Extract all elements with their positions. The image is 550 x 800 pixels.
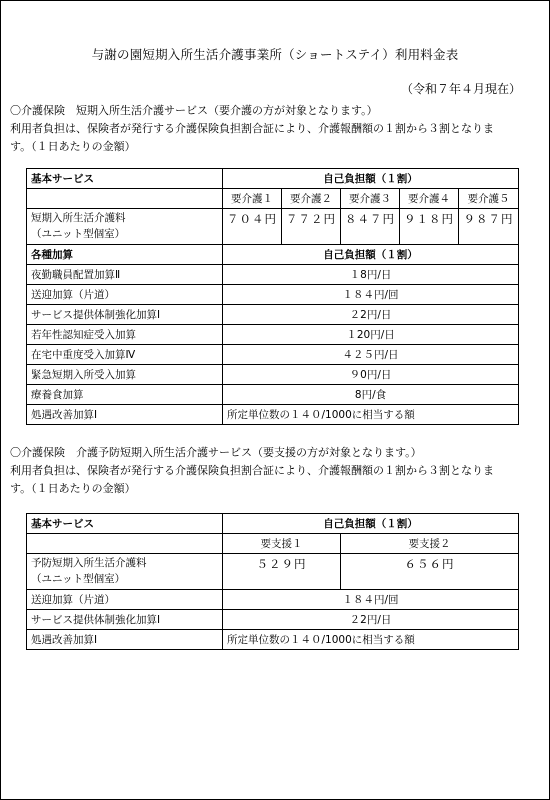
table-row xyxy=(27,345,519,365)
addon-name: 緊急短期入所受入加算 xyxy=(27,365,223,385)
price-level-3: ８４７円 xyxy=(341,209,400,245)
self-pay-header: 自己負担額（１割） xyxy=(223,514,519,534)
table-row xyxy=(27,365,519,385)
service-name xyxy=(27,209,223,245)
blank-cell xyxy=(27,534,223,554)
addon-self-pay-header: 自己負担額（１割） xyxy=(223,245,519,265)
care-level-row xyxy=(27,189,519,209)
addon-name: 夜勤職員配置加算Ⅱ xyxy=(27,265,223,285)
addon-value: １８４円/回 xyxy=(223,590,519,610)
section2-desc-line2: す。（１日あたりの金額） xyxy=(10,482,136,495)
support-level-1: 要支援１ xyxy=(223,534,341,554)
base-service-header: 基本サービス xyxy=(27,514,223,534)
section1-heading: 〇介護保険 短期入所生活介護サービス（要介護の方が対象となります。） xyxy=(10,104,378,117)
addon-value: 8円/食 xyxy=(223,385,519,405)
service-name-line2: （ユニット型個室） xyxy=(31,573,126,585)
addon-header-row xyxy=(27,245,519,265)
addon-value: １８４円/回 xyxy=(223,285,519,305)
service-name xyxy=(27,554,223,590)
page-title: 与謝の園短期入所生活介護事業所（ショートステイ）利用料金表 xyxy=(91,47,459,62)
addon-name: 送迎加算（片道） xyxy=(27,285,223,305)
service-price-row xyxy=(27,209,519,245)
addon-value: ９0円/日 xyxy=(223,365,519,385)
improvement-value: 所定単位数の１４０/1000に相当する額 xyxy=(223,630,519,650)
price-level-1: ７０４円 xyxy=(223,209,282,245)
service-name-line1: 短期入所生活介護料 xyxy=(31,212,126,224)
improvement-name: 処遇改善加算Ⅰ xyxy=(27,630,223,650)
addon-value: ２2円/日 xyxy=(223,610,519,630)
addon-value: １20円/日 xyxy=(223,325,519,345)
section1-intro xyxy=(10,102,538,156)
care-level-1: 要介護１ xyxy=(223,189,282,209)
table-row xyxy=(27,305,519,325)
addon-name: 若年性認知症受入加算 xyxy=(27,325,223,345)
price-support-1: ５２９円 xyxy=(223,554,341,590)
table-row xyxy=(27,325,519,345)
section1-desc-line1: 利用者負担は、保険者が発行する介護保険負担割合証により、介護報酬額の１割から３割となりま xyxy=(10,122,494,135)
section1-desc-line2: す。（１日あたりの金額） xyxy=(10,140,136,153)
care-level-4: 要介護４ xyxy=(400,189,459,209)
support-level-row xyxy=(27,534,519,554)
care-fee-table xyxy=(26,168,519,425)
table-row xyxy=(27,590,519,610)
addon-value: １8円/日 xyxy=(223,265,519,285)
table-row xyxy=(27,610,519,630)
service-name-line2: （ユニット型個室） xyxy=(31,228,126,240)
price-support-2: ６５６円 xyxy=(341,554,519,590)
improvement-name: 処遇改善加算Ⅰ xyxy=(27,405,223,425)
addon-name: 療養食加算 xyxy=(27,385,223,405)
addon-name: サービス提供体制強化加算Ⅰ xyxy=(27,610,223,630)
support-level-2: 要支援２ xyxy=(341,534,519,554)
service-price-row xyxy=(27,554,519,590)
care-level-5: 要介護５ xyxy=(459,189,519,209)
table-row xyxy=(27,385,519,405)
blank-cell xyxy=(27,189,223,209)
improvement-value: 所定単位数の１４０/1000に相当する額 xyxy=(223,405,519,425)
effective-date: （令和７年４月現在） xyxy=(400,82,521,96)
addon-value: ２2円/日 xyxy=(223,305,519,325)
addon-name: サービス提供体制強化加算Ⅰ xyxy=(27,305,223,325)
addon-name: 在宅中重度受入加算Ⅳ xyxy=(27,345,223,365)
section2-desc-line1: 利用者負担は、保険者が発行する介護保険負担割合証により、介護報酬額の１割から３割となりま xyxy=(10,464,494,477)
base-service-header: 基本サービス xyxy=(27,169,223,189)
section2-intro xyxy=(10,444,538,498)
addon-name: 送迎加算（片道） xyxy=(27,590,223,610)
price-level-2: ７７２円 xyxy=(282,209,341,245)
table-row xyxy=(27,265,519,285)
section2-heading: 〇介護保険 介護予防短期入所生活介護サービス（要支援の方が対象となります。） xyxy=(10,446,422,459)
price-level-4: ９１８円 xyxy=(400,209,459,245)
self-pay-header: 自己負担額（１割） xyxy=(223,169,519,189)
addon-header: 各種加算 xyxy=(27,245,223,265)
table-row xyxy=(27,285,519,305)
improvement-row xyxy=(27,630,519,650)
care-level-3: 要介護３ xyxy=(341,189,400,209)
care-level-2: 要介護２ xyxy=(282,189,341,209)
addon-value: ４２５円/日 xyxy=(223,345,519,365)
table-header-row xyxy=(27,169,519,189)
prevention-fee-table xyxy=(26,513,519,650)
improvement-row xyxy=(27,405,519,425)
price-level-5: ９８７円 xyxy=(459,209,519,245)
table-header-row xyxy=(27,514,519,534)
service-name-line1: 予防短期入所生活介護料 xyxy=(31,557,147,569)
